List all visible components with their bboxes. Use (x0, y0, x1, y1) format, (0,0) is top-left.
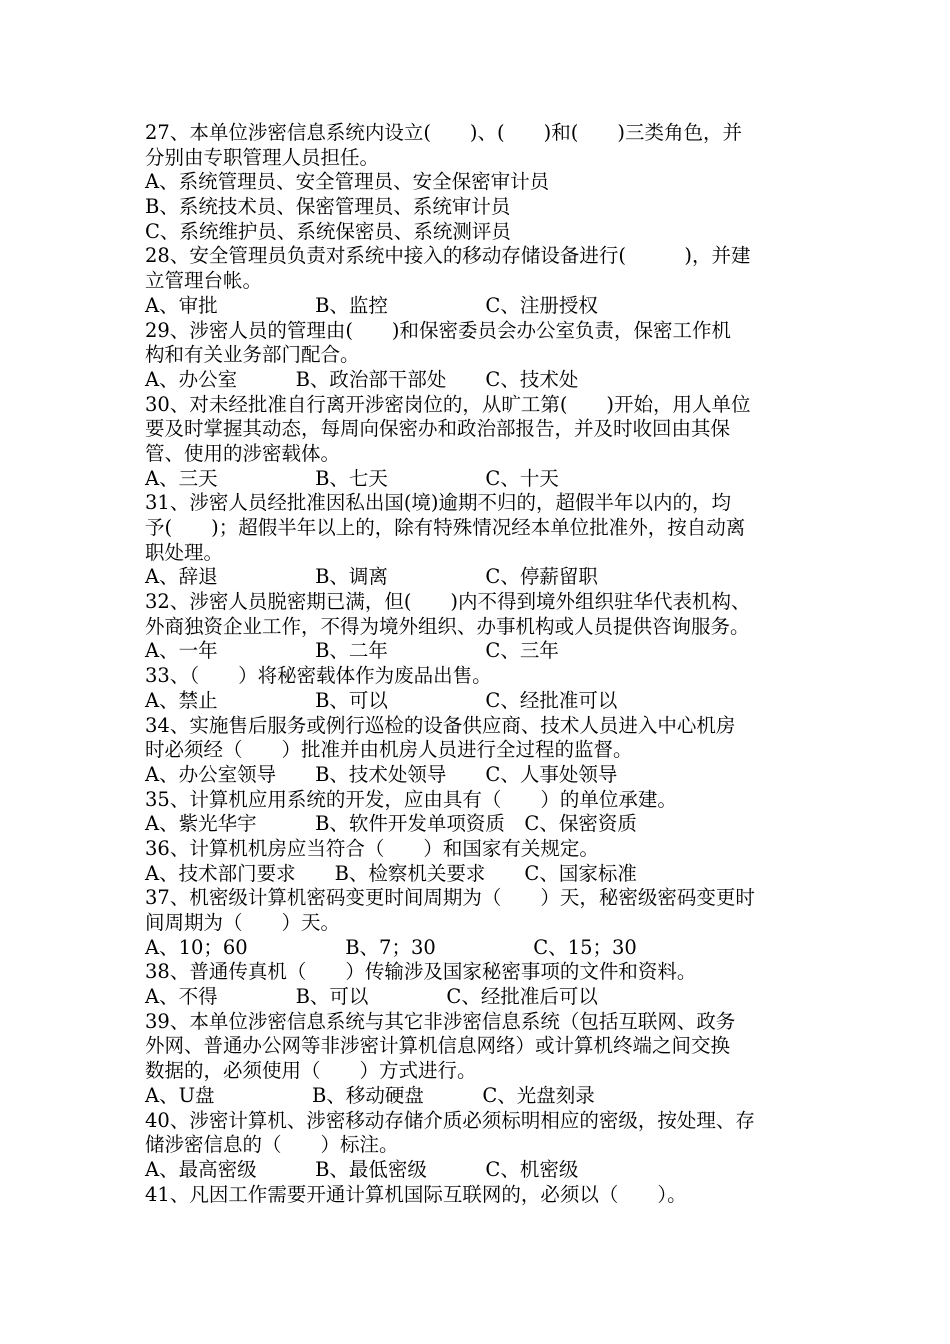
question-line: 29、涉密人员的管理由( )和保密委员会办公室负责，保密工作机 (145, 318, 732, 342)
question-line: 37、机密级计算机密码变更时间周期为（ ）天，秘密级密码变更时 (145, 886, 755, 910)
question-line: 予( )；超假半年以上的，除有特殊情况经本单位批准外，按自动离 (145, 516, 746, 539)
question-line: 41、凡因工作需要开通计算机国际互联网的，必须以（ ）。 (145, 1182, 687, 1206)
question-line: 立管理台帐。 (145, 269, 263, 293)
question-line: 要及时掌握其动态，每周向保密办和政治部报告，并及时收回由其保 (145, 417, 731, 441)
option-line: A、技术部门要求 B、检察机关要求 C、国家标准 (145, 861, 637, 885)
question-line: 34、实施售后服务或例行巡检的设备供应商、技术人员进入中心机房 (145, 713, 736, 737)
question-line: 构和有关业务部门配合。 (145, 343, 360, 367)
question-line: 31、涉密人员经批准因私出国(境)逾期不归的，超假半年以内的，均 (145, 491, 732, 515)
question-line: 38、普通传真机（ ）传输涉及国家秘密事项的文件和资料。 (145, 960, 697, 984)
question-line: 39、本单位涉密信息系统与其它非涉密信息系统（包括互联网、政务 (145, 1009, 736, 1033)
question-line: 外网、普通办公网等非涉密计算机信息网络）或计算机终端之间交换 (145, 1034, 731, 1058)
question-line: 33、（ ）将秘密载体作为废品出售。 (145, 664, 492, 688)
option-line: A、一年 B、二年 C、三年 (145, 639, 559, 663)
option-line: C、系统维护员、系统保密员、系统测评员 (145, 219, 511, 243)
question-line: 外商独资企业工作，不得为境外组织、办事机构或人员提供咨询服务。 (145, 614, 750, 638)
question-line: 36、计算机机房应当符合（ ）和国家有关规定。 (145, 836, 599, 860)
question-line: 时必须经（ ）批准并由机房人员进行全过程的监督。 (145, 738, 633, 762)
question-list (145, 121, 835, 1207)
option-line: A、U盘 B、移动硬盘 C、光盘刻录 (145, 1083, 595, 1107)
question-line: 分别由专职管理人员担任。 (145, 145, 380, 169)
option-line: A、三天 B、七天 C、十天 (145, 466, 559, 490)
option-line: A、审批 B、监控 C、注册授权 (145, 293, 598, 317)
question-line: 间周期为（ ）天。 (145, 911, 341, 934)
question-line: 28、安全管理员负责对系统中接入的移动存储设备进行( )，并建 (145, 244, 751, 268)
option-line: A、不得 B、可以 C、经批准后可以 (145, 985, 598, 1009)
question-line: 数据的，必须使用（ ）方式进行。 (145, 1059, 477, 1083)
question-line: 储涉密信息的（ ）标注。 (145, 1133, 399, 1157)
question-line: 40、涉密计算机、涉密移动存储介质必须标明相应的密级，按处理、存 (145, 1108, 755, 1132)
option-line: A、禁止 B、可以 C、经批准可以 (145, 688, 618, 712)
option-line: A、办公室领导 B、技术处领导 C、人事处领导 (145, 762, 618, 786)
question-line: 35、计算机应用系统的开发，应由具有（ ）的单位承建。 (145, 787, 677, 811)
option-line: A、10；60 B、7；30 C、15；30 (145, 935, 637, 959)
question-line: 32、涉密人员脱密期已满，但( )内不得到境外组织驻华代表机构、 (145, 590, 751, 614)
question-line: 27、本单位涉密信息系统内设立( )、( )和( )三类角色，并 (145, 121, 742, 144)
question-line: 30、对未经批准自行离开涉密岗位的，从旷工第( )开始，用人单位 (145, 392, 751, 416)
option-line: A、最高密级 B、最低密级 C、机密级 (145, 1157, 579, 1181)
option-line: A、紫光华宇 B、软件开发单项资质 C、保密资质 (145, 812, 637, 836)
question-line: 管、使用的涉密载体。 (145, 441, 341, 465)
option-line: A、辞退 B、调离 C、停薪留职 (145, 565, 598, 589)
question-line: 职处理。 (145, 540, 224, 564)
option-line: B、系统技术员、保密管理员、系统审计员 (145, 195, 511, 219)
option-line: A、办公室 B、政治部干部处 C、技术处 (145, 367, 579, 391)
option-line: A、系统管理员、安全管理员、安全保密审计员 (145, 170, 550, 194)
